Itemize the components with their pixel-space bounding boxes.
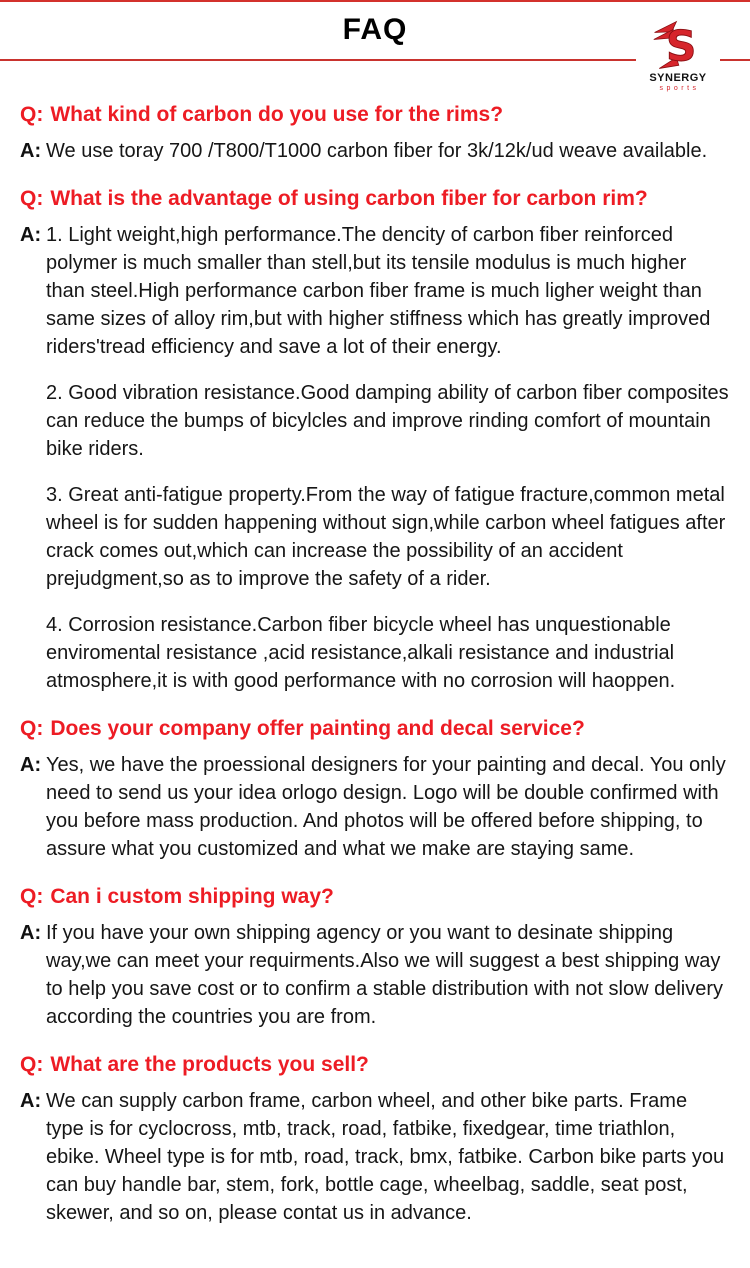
faq-question — [20, 1053, 730, 1077]
answer-paragraph — [20, 221, 730, 361]
faq-item — [20, 103, 730, 165]
answer-paragraph — [20, 1087, 730, 1227]
question-text: What are the products you sell? — [50, 1053, 369, 1076]
answer-paragraph — [20, 611, 730, 695]
question-prefix: Q: — [20, 885, 44, 908]
answer-paragraph — [20, 379, 730, 463]
answer-prefix: A: — [20, 1090, 42, 1112]
question-prefix: Q: — [20, 717, 44, 740]
faq-item — [20, 885, 730, 1031]
answer-text: We can supply carbon frame, carbon wheel, and other bike parts. Frame type is for cyclocross, mtb, track, road, fatbike, fixedgear, time triathlon, ebike. Wheel type is for mtb, road, track, bmx, fatbike. Carbon bike parts you can buy handle bar, stem, fork, bottle cage, wheelbag, saddle, seat post, skewer, and so on, please contat us in advance. — [46, 1090, 725, 1224]
faq-answer — [20, 1087, 730, 1227]
answer-text: Yes, we have the proessional designers for your painting and decal. You only need to send us your idea orlogo design. Logo will be double confirmed with you before mass production. And photos will be offered before shipping, to assure what you customized and what we make are staying same. — [46, 754, 726, 860]
logo-brand-text: SYNERGY — [649, 72, 707, 84]
page-title: FAQ — [342, 13, 408, 46]
faq-answer — [20, 751, 730, 863]
question-text: Does your company offer painting and decal service? — [50, 717, 585, 740]
brand-logo — [636, 18, 720, 95]
question-text: What kind of carbon do you use for the rims? — [50, 103, 504, 126]
faq-answer — [20, 919, 730, 1031]
question-prefix: Q: — [20, 187, 44, 210]
synergy-s-wing-icon — [648, 18, 708, 72]
faq-question — [20, 103, 730, 127]
faq-question — [20, 187, 730, 211]
answer-text: If you have your own shipping agency or you want to desinate shipping way,we can meet your requirments.Also we will suggest a best shipping way to help you save cost or to confirm a stable distribution with not slow delivery according the countries you are from. — [46, 922, 723, 1028]
answer-text: 3. Great anti-fatigue property.From the way of fatigue fracture,common metal wheel is for sudden happening without sign,while carbon wheel fatigues after crack comes out,which can increase the possibility of an accident prejudgment,so as to improve the safety of a rider. — [46, 484, 726, 590]
faq-item — [20, 187, 730, 695]
svg-text:S: S — [665, 21, 697, 71]
question-prefix: Q: — [20, 103, 44, 126]
answer-paragraph — [20, 751, 730, 863]
answer-paragraph — [20, 137, 730, 165]
faq-answer — [20, 137, 730, 165]
faq-answer — [20, 221, 730, 695]
faq-content — [0, 103, 750, 1241]
answer-prefix: A: — [20, 922, 42, 944]
answer-text: We use toray 700 /T800/T1000 carbon fiber for 3k/12k/ud weave available. — [46, 140, 708, 162]
faq-item — [20, 717, 730, 863]
faq-item — [20, 1053, 730, 1227]
answer-prefix: A: — [20, 140, 42, 162]
answer-text: 2. Good vibration resistance.Good damping ability of carbon fiber composites can reduce the bumps of bicylcles and improve rinding comfort of mountain bike riders. — [46, 382, 729, 460]
answer-paragraph — [20, 481, 730, 593]
question-text: What is the advantage of using carbon fiber for carbon rim? — [50, 187, 648, 210]
question-text: Can i custom shipping way? — [50, 885, 334, 908]
answer-text: 1. Light weight,high performance.The dencity of carbon fiber reinforced polymer is much smaller than stell,but its tensile modulus is much higher than steel.High performance carbon fiber frame is much ligher weight than same sizes of alloy rim,but with higher stiffness which has greatly improved riders'tread efficiency and save a lot of their energy. — [46, 224, 711, 358]
faq-question — [20, 885, 730, 909]
faq-header — [0, 2, 750, 92]
answer-paragraph — [20, 919, 730, 1031]
answer-prefix: A: — [20, 224, 42, 246]
answer-prefix: A: — [20, 754, 42, 776]
question-prefix: Q: — [20, 1053, 44, 1076]
logo-sub-text: sports — [659, 85, 700, 92]
faq-question — [20, 717, 730, 741]
answer-text: 4. Corrosion resistance.Carbon fiber bicycle wheel has unquestionable enviromental resistance ,acid resistance,alkali resistance and industrial atmosphere,it is with good performance with no corrosion will haoppen. — [46, 614, 676, 692]
